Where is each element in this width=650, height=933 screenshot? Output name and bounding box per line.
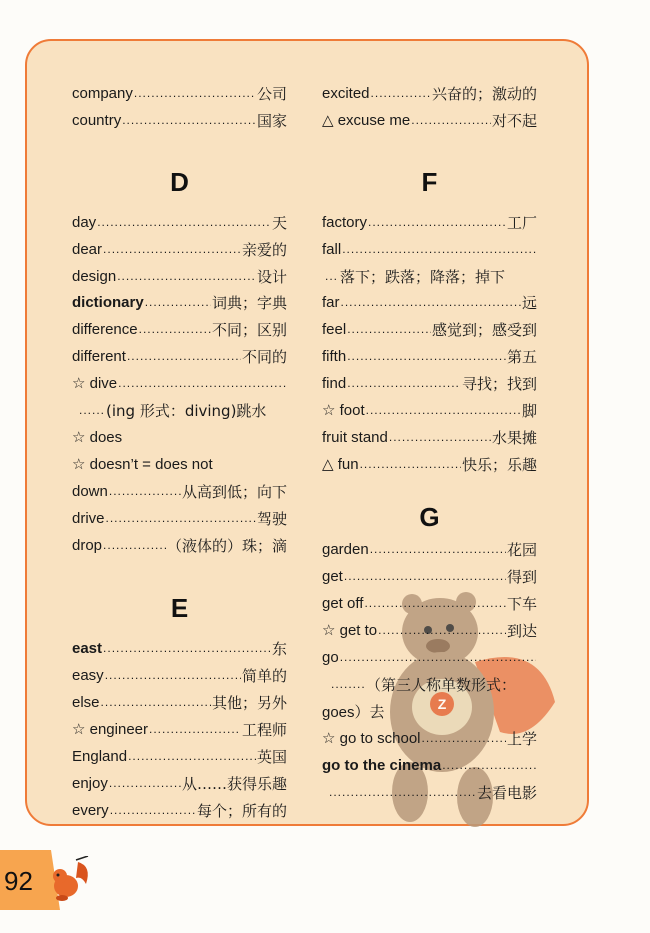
list-item (324, 265, 537, 287)
entry-word: ☆ engineer (72, 721, 148, 738)
entry-word: go (322, 648, 339, 666)
entry-word: east (72, 639, 103, 657)
entry-meaning: 水果摊 (491, 428, 537, 447)
entry-word: ☆ foot (322, 402, 365, 419)
entry-word: ☆ does (72, 429, 123, 446)
entry-word: fifth (322, 347, 347, 365)
entry-meaning: 兴奋的；激动的 (431, 84, 537, 103)
list-item (330, 673, 537, 695)
entry-word: garden (322, 540, 369, 558)
squirrel-icon (48, 856, 92, 904)
entry-meaning: 天 (271, 213, 287, 232)
list-item (72, 799, 287, 821)
entry-meaning: (ing 形式：diving)跳水 (106, 401, 267, 420)
entry-meaning: 词典；字典 (211, 293, 287, 312)
list-item (322, 727, 537, 749)
list-item (72, 109, 287, 131)
entry-word: fruit stand (322, 428, 388, 446)
list-item (72, 507, 287, 529)
list-item (322, 426, 537, 448)
entry-word: drive (72, 509, 105, 527)
list-item (322, 646, 537, 668)
list-item (322, 565, 537, 587)
list-item (72, 238, 287, 260)
entry-word: design (72, 267, 117, 285)
list-item (322, 538, 537, 560)
entry-word: easy (72, 666, 104, 684)
entry-meaning: 驾驶 (256, 509, 287, 528)
entry-meaning: 脚 (521, 401, 537, 420)
entry-meaning: 从高到低；向下 (181, 482, 287, 501)
entry-meaning: 简单的 (241, 666, 287, 685)
entry-meaning: 其他；另外 (211, 693, 287, 712)
entry-word: ☆ go to school (322, 730, 421, 747)
list-item (72, 265, 287, 287)
entry-word: far (322, 293, 340, 311)
list-item (322, 399, 537, 421)
list-item (72, 534, 287, 556)
entry-meaning: 工程师 (241, 720, 287, 739)
list-item (72, 480, 287, 502)
entry-meaning: 对不起 (491, 111, 537, 130)
list-item (322, 592, 537, 614)
entry-meaning: 东 (271, 639, 287, 658)
entry-word: down (72, 482, 108, 500)
list-item (322, 700, 537, 722)
list-item (72, 345, 287, 367)
entry-meaning: 第五 (506, 347, 537, 366)
entry-meaning: 到达 (506, 621, 537, 640)
list-item (72, 772, 287, 794)
entry-word: get (322, 567, 343, 585)
entry-word: go to the cinema (322, 756, 442, 774)
entry-word: feel (322, 320, 347, 338)
section-heading-g: G (419, 502, 440, 532)
list-item (72, 426, 287, 448)
entry-meaning: 公司 (256, 84, 287, 103)
entry-meaning: 去看电影 (476, 783, 537, 802)
list-item (322, 318, 537, 340)
entry-meaning: 英国 (256, 747, 287, 766)
entry-meaning: 亲爱的 (241, 240, 287, 259)
entry-meaning: 寻找；找到 (461, 374, 537, 393)
entry-meaning: 不同的 (241, 347, 287, 366)
section-heading-d: D (170, 167, 189, 197)
list-item (322, 754, 537, 776)
entry-word: goes）去 (322, 703, 385, 721)
list-item (322, 372, 537, 394)
list-item (322, 345, 537, 367)
entry-word: else (72, 693, 100, 711)
entry-word: find (322, 374, 347, 392)
list-item (72, 718, 287, 740)
list-item (322, 238, 537, 260)
entry-meaning: 得到 (506, 567, 537, 586)
entry-word: dictionary (72, 293, 144, 311)
entry-meaning: 花园 (506, 540, 537, 559)
list-item (72, 211, 287, 233)
list-item (322, 619, 537, 641)
entry-word: England (72, 747, 128, 765)
list-item (322, 109, 537, 131)
entry-meaning: 工厂 (506, 213, 537, 232)
entry-word: country (72, 111, 122, 129)
list-item (322, 291, 537, 313)
list-item (72, 291, 287, 313)
list-item (72, 691, 287, 713)
entry-word: company (72, 84, 133, 102)
list-item (72, 453, 287, 475)
entry-meaning: 快乐；乐趣 (461, 455, 537, 474)
entry-word: △ fun (322, 456, 359, 473)
entry-word: drop (72, 536, 103, 554)
entry-word: get off (322, 594, 364, 612)
entry-meaning: （液体的）珠；滴 (166, 536, 287, 555)
entry-word: factory (322, 213, 368, 231)
entry-meaning: 国家 (256, 111, 287, 130)
entry-meaning: 感觉到；感受到 (431, 320, 537, 339)
entry-meaning: 上学 (506, 729, 537, 748)
list-item (322, 82, 537, 104)
entry-meaning: 设计 (256, 267, 287, 286)
entry-meaning: 不同；区别 (211, 320, 287, 339)
section-heading-e: E (170, 593, 189, 623)
list-item (72, 82, 287, 104)
list-item (72, 637, 287, 659)
section-heading-f: F (421, 167, 438, 197)
list-item (78, 399, 287, 421)
entry-word: different (72, 347, 126, 365)
svg-text:Z: Z (437, 696, 447, 712)
entry-meaning: 远 (521, 293, 537, 312)
entry-meaning: 每个；所有的 (196, 801, 287, 820)
entry-word: difference (72, 320, 138, 338)
entry-word: enjoy (72, 774, 108, 792)
list-item (322, 211, 537, 233)
entry-word: △ excuse me (322, 112, 411, 129)
list-item (72, 318, 287, 340)
list-item (72, 372, 287, 394)
entry-word: ☆ doesn’t = does not (72, 456, 213, 473)
entry-word: ☆ dive (72, 375, 118, 392)
list-item (322, 453, 537, 475)
entry-word: excited (322, 84, 370, 102)
entry-word: ☆ get to (322, 622, 378, 639)
page-number: 92 (4, 866, 33, 896)
entry-meaning: （第三人称单数形式： (366, 675, 517, 694)
entry-word: every (72, 801, 109, 819)
list-item (72, 664, 287, 686)
entry-word: day (72, 213, 97, 231)
entry-meaning: 下车 (506, 594, 537, 613)
list-item (72, 745, 287, 767)
list-item (328, 781, 537, 803)
entry-meaning: 落下；跌落；降落；掉下 (340, 267, 506, 286)
entry-word: dear (72, 240, 103, 258)
entry-meaning: 从……获得乐趣 (181, 774, 287, 793)
entry-word: fall (322, 240, 342, 258)
